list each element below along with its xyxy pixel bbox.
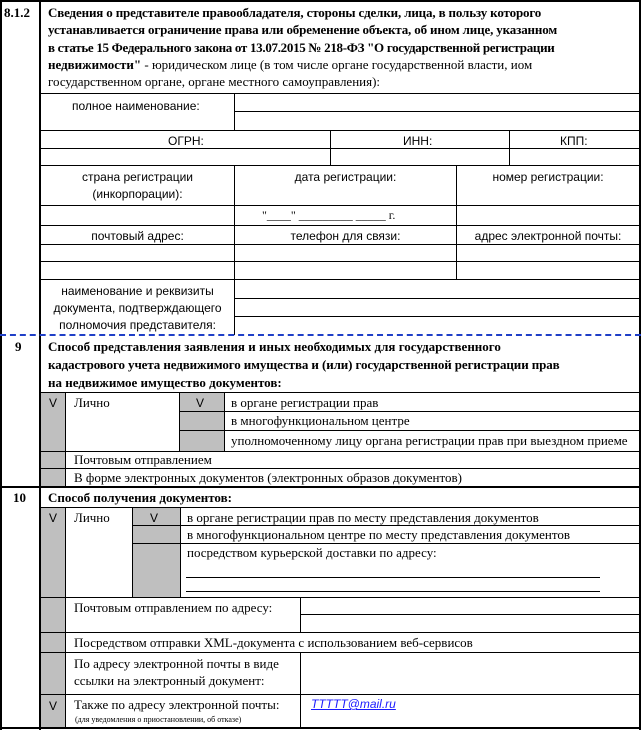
section-title: кадастрового учета недвижимого имущества и (или) государственной регистрации прав	[48, 357, 560, 372]
option-post[interactable]: Почтовым отправлением	[74, 452, 212, 467]
inn-label: ИНН:	[403, 134, 433, 148]
also-email-note: (для уведомления о приостановлении, об отказе)	[75, 715, 242, 724]
ogrn-field[interactable]	[41, 149, 330, 165]
phone-label: телефон для связи:	[290, 229, 401, 243]
rule	[40, 694, 640, 695]
rule	[40, 468, 640, 469]
gray-cell	[41, 468, 65, 486]
section-title: на недвижимое имущество документов:	[48, 375, 282, 390]
country-label: страна регистрации	[81, 170, 194, 184]
kpp-label: КПП:	[560, 134, 588, 148]
option-reg-organ[interactable]: в органе регистрации прав	[231, 395, 379, 410]
border	[39, 0, 41, 730]
option-email[interactable]: ссылки на электронный документ:	[74, 673, 265, 688]
postal-label: почтовый адрес:	[91, 229, 184, 243]
email-link-field[interactable]	[301, 653, 639, 694]
section-title: Способ представления заявления и иных необходимых для государственного	[48, 339, 501, 354]
rule	[179, 392, 180, 451]
country-field[interactable]	[41, 206, 234, 225]
reg-number-field[interactable]	[457, 206, 639, 225]
ogrn-label: ОГРН:	[168, 134, 204, 148]
gray-cell	[41, 652, 65, 694]
rule	[65, 392, 66, 486]
option-courier[interactable]: посредством курьерской доставки по адресу:	[187, 545, 437, 560]
section-title-bold: недвижимости"	[48, 57, 142, 72]
courier-address-field[interactable]	[186, 562, 600, 592]
personally-label: Лично	[74, 395, 110, 410]
option-electronic[interactable]: В форме электронных документов (электронных образов документов)	[74, 470, 462, 485]
kpp-field[interactable]	[510, 149, 639, 165]
rule	[132, 507, 133, 597]
email-field[interactable]	[457, 245, 639, 279]
section-title	[48, 57, 532, 73]
rule	[40, 165, 640, 166]
postal-field[interactable]	[41, 245, 234, 279]
border	[0, 727, 641, 729]
doc-field[interactable]	[235, 280, 639, 334]
email-label: адрес электронной почты:	[474, 229, 622, 243]
rule	[40, 225, 640, 226]
gray-cell	[41, 451, 65, 468]
section-title: устанавливается ограничение права или обременение объекта, об ином лице, указанном	[48, 22, 558, 37]
rule	[179, 411, 640, 412]
rule	[40, 632, 640, 633]
checkbox-personally[interactable]: V	[49, 396, 58, 410]
dashed-separator	[0, 334, 641, 336]
rule	[0, 486, 641, 488]
option-xml[interactable]: Посредством отправки XML-документа с использованием веб-сервисов	[74, 635, 473, 650]
reg-number-label: номер регистрации:	[492, 170, 604, 184]
section-title: Способ получения документов:	[48, 490, 232, 505]
section-number: 9	[15, 339, 22, 354]
rule	[40, 392, 640, 393]
section-title: государственном органе, органе местного самоуправления):	[48, 74, 381, 89]
post-address-field[interactable]	[301, 598, 639, 632]
phone-field[interactable]	[235, 245, 456, 279]
checkbox-reg-organ[interactable]: V	[196, 396, 205, 410]
section-number: 8.1.2	[4, 5, 30, 20]
checkbox-personally[interactable]: V	[49, 511, 58, 525]
option-post[interactable]: Почтовым отправлением по адресу:	[74, 600, 273, 615]
rule	[65, 507, 66, 728]
reg-date-field[interactable]: "____" _________ _____ г.	[262, 208, 396, 222]
checkbox-also-email[interactable]: V	[49, 699, 58, 713]
section-title-rest: - юридическом лице (в том числе органе государственной власти, иом	[141, 57, 533, 72]
option-reg-organ[interactable]: в органе регистрации прав по месту представления документов	[187, 510, 539, 525]
option-email[interactable]: По адресу электронной почты в виде	[74, 656, 279, 671]
doc-label: наименование и реквизиты	[61, 284, 214, 298]
doc-label: полномочия представителя:	[59, 318, 216, 332]
option-authorized[interactable]: уполномоченному лицу органа регистрации прав при выездном приеме	[231, 433, 628, 448]
section-title: Сведения о представителе правообладателя, стороны сделки, лица, в пользу которого	[48, 5, 542, 20]
also-email-label: Также по адресу электронной почты:	[74, 697, 280, 712]
email-value-link[interactable]: TTTTT@mail.ru	[311, 697, 396, 711]
country-label: (инкорпорации):	[92, 187, 183, 201]
rule	[40, 507, 640, 508]
section-title: в статье 15 Федерального закона от 13.07.2015 № 218-ФЗ "О государственной регистрации	[48, 40, 555, 55]
option-mfc[interactable]: в многофункциональном центре	[231, 413, 410, 428]
border	[0, 0, 641, 2]
rule	[40, 130, 640, 131]
full-name-field[interactable]	[235, 94, 639, 130]
rule	[132, 543, 640, 544]
option-mfc[interactable]: в многофункциональном центре по месту представления документов	[187, 527, 571, 542]
doc-label: документа, подтверждающего	[53, 301, 222, 315]
inn-field[interactable]	[331, 149, 509, 165]
full-name-label: полное наименование:	[72, 99, 200, 113]
rule	[180, 507, 181, 597]
option-authorized-cell	[225, 432, 639, 450]
rule	[179, 430, 640, 431]
gray-cell	[41, 597, 65, 632]
border	[0, 0, 2, 730]
checkbox-reg-organ[interactable]: V	[150, 511, 159, 525]
section-number: 10	[13, 490, 26, 505]
personally-label: Лично	[74, 510, 110, 525]
gray-cell	[41, 632, 65, 652]
border	[639, 0, 641, 730]
reg-date-label: дата регистрации:	[294, 170, 397, 184]
